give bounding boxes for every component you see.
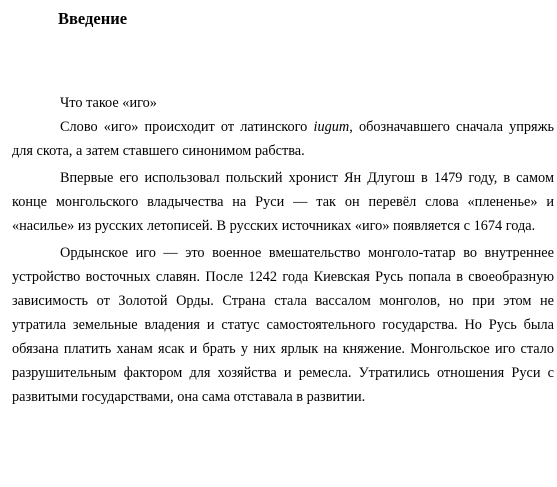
paragraph-3: Ордынское иго — это военное вмешательство монголо-татар во внутреннее устройство восточных славян. После 1242 года Киевская Русь попала в своеобразную зависимость от Золотой Орды. Страна стала вассалом монголов, но при этом не утратила земельные владения и статус самостоятельного государства. Но Русь была обязана платить ханам ясак и брать у них ярлык на княжение. Монгольское иго стало разрушительным фактором для хозяйства и ремесла. Утратились отношения Руси с развитыми государствами, она сама отставала в развитии. [12, 245, 554, 405]
section-subheading: Что такое «иго» [60, 95, 157, 111]
paragraph-1-text-end: , обозначавшего сначала упряжь для скота, а затем ставшего синонимом рабства. [12, 119, 555, 159]
paragraph-1 [12, 115, 554, 163]
document-title: Введение [58, 9, 128, 28]
paragraph-2: Впервые его использовал польский хронист Ян Длугош в 1479 году, в самом конце монгольского владычества на Руси — так он перевёл слова «плененье» и «насилье» из русских летописей. В русских источниках «иго» появляется с 1674 года. [12, 170, 554, 234]
latin-term: iugum [313, 119, 350, 135]
paragraph-1-text-start: Слово «иго» происходит от латинского [60, 119, 314, 135]
document-body [12, 91, 554, 409]
